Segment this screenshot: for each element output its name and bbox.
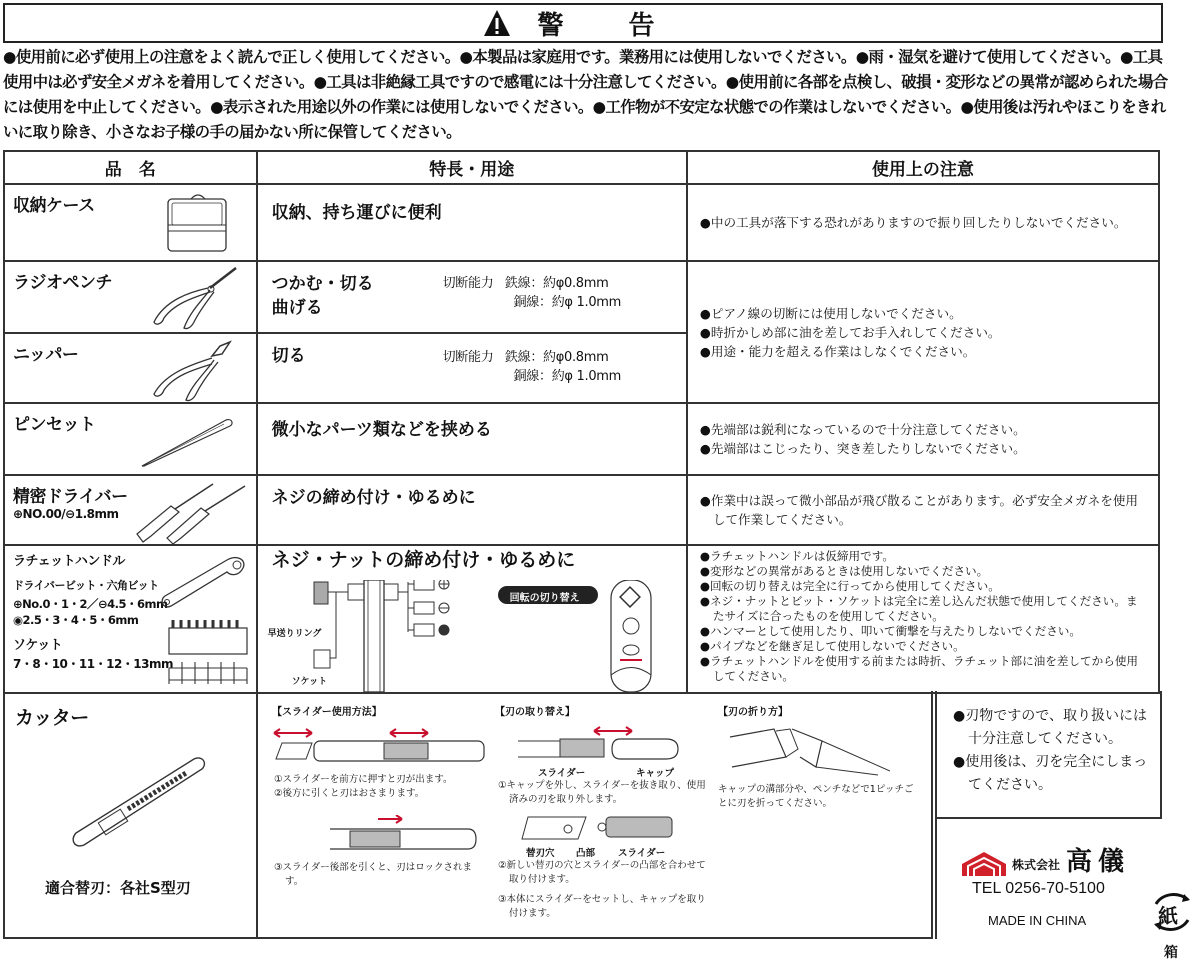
warning-title: 警 告 [537, 10, 683, 41]
compatible-blade: 適合替刃：各社S型刃 [45, 879, 191, 897]
feature-text: 切る [271, 346, 306, 366]
product-name: ラチェットハンドル [13, 554, 125, 569]
replace-step: ③本体にスライダーをセットし、キャップを取り付けます。 [498, 894, 706, 919]
recycle-paper-mark: 紙 [1158, 904, 1178, 928]
note-item: ● 回転の切り替えは完全に行ってから使用してください。 [700, 579, 1146, 594]
quick-ring-label: 早送りリング [267, 629, 322, 639]
company-name: 高儀 [1066, 847, 1131, 877]
note-item: ● 使用後は、刃を完全にしまってください。 [953, 751, 1150, 797]
note-item: ● 変形などの異常があるときは使用しないでください。 [700, 564, 1146, 579]
protrusion-label: 凸部 [576, 848, 596, 859]
slider-step: ①スライダーを前方に押すと刃が出ます。 [274, 774, 453, 785]
cutter-row [3, 691, 933, 939]
product-spec: 7・8・10・11・12・13mm [13, 657, 174, 671]
blade-replace-title: 【刃の取り替え】 [495, 707, 575, 718]
company-logo [962, 848, 1130, 876]
feature-text: 曲げる [271, 298, 323, 318]
note-item: ● 用途・能力を超える作業はしなくでください。 [700, 342, 1146, 361]
slider-label: スライダー [538, 768, 586, 779]
product-spec: ソケット [13, 638, 63, 653]
replace-step: ②新しい替刃の穴とスライダーの凸部を合わせて取り付けます。 [498, 860, 706, 885]
note-item: ● 時折かしめ部に油を差してお手入れしてください。 [700, 323, 1146, 342]
feature-text: つかむ・切る [271, 274, 374, 294]
header-product-name: 品 名 [4, 151, 257, 184]
blade-hole-diagram-icon [520, 815, 680, 841]
company-prefix: 株式会社 [1012, 858, 1061, 872]
feature-text: 収納、持ち運びに便利 [271, 203, 442, 223]
note-item: ● ラチェットハンドルは仮締用です。 [700, 549, 1146, 564]
made-in: MADE IN CHINA [988, 913, 1087, 928]
slider-lock-diagram-icon [328, 815, 478, 855]
note-item: ● 中の工具が落下する恐れがありますので振り回したりしないでください。 [700, 213, 1146, 232]
table-row [4, 475, 1159, 545]
slider-step: ③スライダー後部を引くと、刃はロックされます。 [274, 862, 473, 887]
slider-usage-title: 【スライダー使用方法】 [272, 707, 382, 718]
feature-text: ネジの締め付け・ゆるめに [271, 488, 476, 508]
table-header-row [4, 151, 1159, 184]
cutter-notes [935, 691, 1162, 819]
note-item: ● 先端部はこじったり、突き差したりしないでください。 [700, 439, 1146, 458]
ratchet-diagram-icon [268, 580, 678, 692]
product-name: ピンセット [13, 415, 96, 435]
switch-label: 回転の切り替え [509, 593, 580, 604]
replace-step: ①キャップを外し、スライダーを抜き取り、使用済みの刃を取り外します。 [498, 780, 706, 805]
slider-label-2: スライダー [618, 848, 666, 859]
table-row [4, 403, 1159, 475]
product-name: ニッパー [13, 345, 79, 365]
note-item: ● 先端部は鋭利になっているので十分注意してください。 [700, 420, 1146, 439]
company-logo-icon [962, 850, 1006, 876]
tool-table [3, 150, 1160, 694]
cutting-capacity: 切断能力 鉄線：約φ0.8mm 銅線：約φ 1.0mm [442, 276, 622, 310]
slider-diagram-icon [272, 727, 487, 767]
product-spec: ⊕NO.00/⊖1.8mm [13, 507, 119, 521]
product-spec: ドライバービット・六角ビット [13, 579, 159, 592]
product-name: 収納ケース [13, 196, 95, 216]
recycle-box-label: 箱 [1164, 945, 1178, 961]
note-item: ● 刃物ですので、取り扱いには十分注意してください。 [953, 705, 1150, 751]
product-name: カッター [15, 707, 89, 729]
header-features: 特長・用途 [257, 151, 687, 184]
company-tel: TEL 0256-70-5100 [972, 880, 1105, 897]
table-row [4, 545, 1159, 693]
cutter-icon [70, 751, 210, 851]
slider-step: ②後方に引くと刃はおさまります。 [274, 788, 425, 799]
blade-fold-text: キャップの溝部分や、ペンチなどで1ピッチごとに刃を折ってください。 [718, 784, 914, 809]
header-notes: 使用上の注意 [687, 151, 1159, 184]
product-name: 精密ドライバー [13, 487, 128, 507]
product-spec: ◉2.5・3・4・5・6mm [13, 613, 139, 627]
radio-pliers-icon [150, 266, 238, 330]
product-spec: ⊕No.0・1・2／⊖4.5・6mm [13, 597, 168, 611]
table-row [4, 261, 1159, 333]
blade-replace-diagram-icon [516, 725, 691, 765]
warning-header [3, 3, 1163, 43]
ratchet-handle-icon [157, 550, 253, 690]
table-row [4, 184, 1159, 261]
blade-fold-diagram-icon [728, 727, 898, 777]
cap-label: キャップ [636, 768, 675, 779]
blade-fold-title: 【刃の折り方】 [718, 707, 788, 718]
socket-label: ソケット [291, 677, 328, 687]
product-name: ラジオペンチ [13, 273, 112, 293]
warning-text: ●使用前に必ず使用上の注意をよく読んで正しく使用してください。●本製品は家庭用です。業務用には使用しないでください。●雨・湿気を避けて使用してください。●工具使用中は必ず安全メガネを着用してください。●工具は非絶縁工具ですので感電には十分注意してください。●使用前に各部を点検し、破損・変形などの異常が認められた場合には使用を中止してください。●表示された用途以外の作業には使用しないでください。●工作物が不安定な状態での作業はしないでください。●使用後は汚れやほこりをきれいに取り除き、小さなお子様の手の届かない所に保管してください。 [3, 48, 1168, 141]
note-item: ● 作業中は誤って微小部品が飛び散ることがあります。必ず安全メガネを使用して作業してください。 [700, 491, 1146, 529]
storage-case-icon [163, 191, 233, 255]
nipper-icon [150, 338, 238, 402]
tweezers-icon [140, 416, 235, 468]
blade-hole-label: 替刃穴 [526, 848, 555, 859]
precision-screwdriver-icon [133, 482, 253, 544]
note-item: ● ハンマーとして使用したり、叩いて衝撃を与えたりしないでください。 [700, 624, 1146, 639]
feature-text: 微小なパーツ類などを挟める [271, 420, 492, 440]
warning-triangle-icon [483, 9, 511, 37]
note-item: ● ネジ・ナットとビット・ソケットは完全に差し込んだ状態で使用してください。またサイズに合ったものを使用してください。 [700, 594, 1146, 624]
note-item: ● ラチェットハンドルを使用する前または時折、ラチェット部に油を差してから使用してください。 [700, 654, 1146, 684]
note-item: ● ピアノ線の切断には使用しないでください。 [700, 304, 1146, 323]
cutting-capacity: 切断能力 鉄線：約φ0.8mm 銅線：約φ 1.0mm [442, 350, 622, 384]
feature-text: ネジ・ナットの締め付け・ゆるめに [271, 549, 576, 571]
note-item: ● パイプなどを継ぎ足して使用しないでください。 [700, 639, 1146, 654]
